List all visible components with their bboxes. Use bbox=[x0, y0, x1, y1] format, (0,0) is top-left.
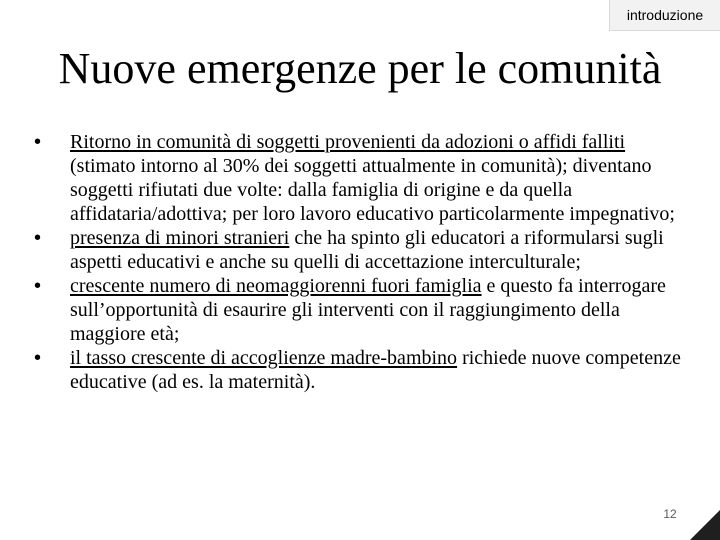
page-number: 12 bbox=[663, 507, 677, 521]
bullet-text: e questo fa interrogare sull’opportunità di esaurire gli interventi con il raggiungimento della maggiore età; bbox=[70, 275, 666, 345]
bullet-icon: • bbox=[34, 347, 42, 369]
corner-triangle-icon bbox=[690, 510, 720, 540]
bullet-icon: • bbox=[34, 227, 42, 249]
bullet-text: che ha spinto gli educatori a riformularsi sugli aspetti educativi e anche su quelli di accettazione interculturale; bbox=[70, 227, 664, 273]
list-item bbox=[34, 226, 694, 274]
slide-title: Nuove emergenze per le comunità bbox=[58, 44, 662, 93]
list-item bbox=[34, 130, 694, 226]
section-tag-label: introduzione bbox=[626, 7, 704, 23]
bullet-icon: • bbox=[34, 275, 42, 297]
bullet-text: richiede nuove competenze educative (ad es. la maternità). bbox=[70, 347, 681, 393]
list-item bbox=[34, 346, 694, 394]
bullet-text: (stimato intorno al 30% dei soggetti attualmente in comunità); diventano soggetti rifiutati due volte: dalla famiglia di origine e da quella affidataria/adottiva; per loro lavoro educativo particolarmente impegnativo; bbox=[70, 155, 675, 225]
bullet-underlined-text: Ritorno in comunità di soggetti provenienti da adozioni o affidi falliti bbox=[70, 131, 626, 153]
bullet-list bbox=[34, 130, 694, 394]
bullet-underlined-text: presenza di minori stranieri bbox=[70, 227, 290, 249]
list-item bbox=[34, 274, 694, 346]
bullet-icon: • bbox=[34, 131, 42, 153]
bullet-underlined-text: il tasso crescente di accoglienze madre-bambino bbox=[70, 347, 458, 369]
bullet-underlined-text: crescente numero di neomaggiorenni fuori famiglia bbox=[70, 275, 482, 297]
section-tag bbox=[609, 0, 720, 31]
